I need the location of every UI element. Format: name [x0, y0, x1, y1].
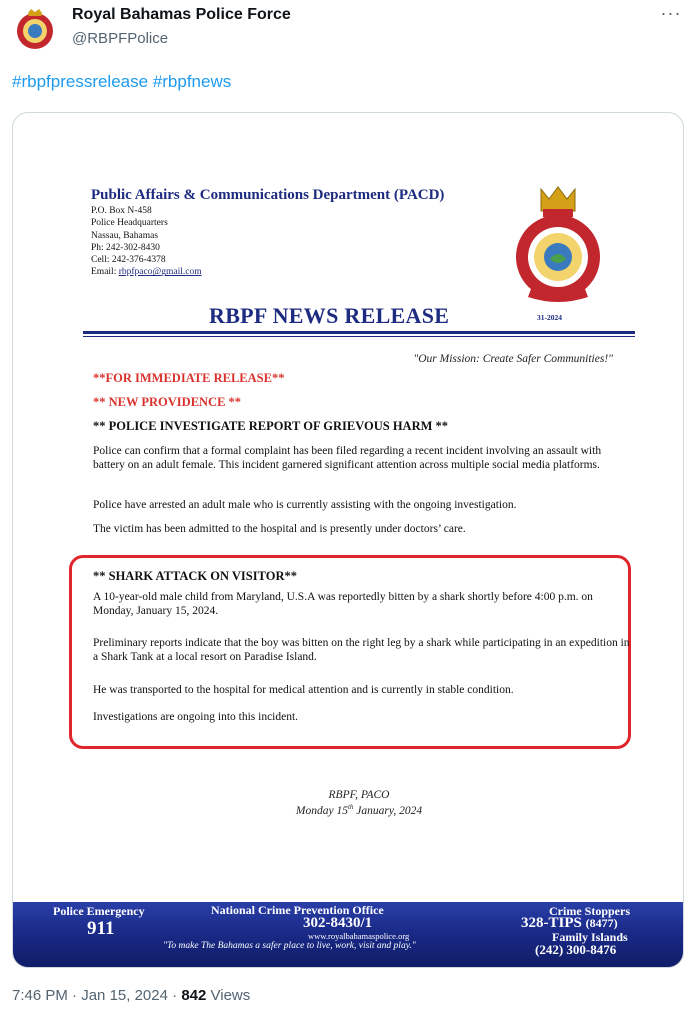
- avatar[interactable]: [12, 6, 58, 52]
- release-number: 31-2024: [537, 313, 562, 322]
- paragraph: Police have arrested an adult male who is currently assisting with the ongoing investigation.: [93, 499, 517, 511]
- divider: [83, 336, 635, 337]
- signature-org: RBPF, PACO: [328, 789, 390, 801]
- address-line: Cell: 242-376-4378: [91, 255, 166, 266]
- signature-date-suffix: January, 2024: [353, 804, 423, 817]
- department-title: Public Affairs & Communications Department (PACD): [91, 187, 445, 203]
- section-heading-shark-attack: ** SHARK ATTACK ON VISITOR**: [93, 569, 297, 583]
- meta-separator: ·: [172, 987, 178, 1004]
- address-line: P.O. Box N-458: [91, 206, 152, 216]
- paragraph: Investigations are ongoing into this incident.: [93, 711, 299, 723]
- hashtag-link[interactable]: #rbpfnews: [152, 72, 232, 91]
- paragraph: The victim has been admitted to the hospital and is presently under doctors’ care.: [93, 523, 466, 535]
- tweet-meta: [12, 987, 250, 1004]
- police-crest-icon: [12, 6, 58, 52]
- department-address: [91, 205, 202, 279]
- address-line: Nassau, Bahamas: [91, 230, 159, 241]
- email-line: [91, 266, 202, 278]
- mission-statement: "Our Mission: Create Safer Communities!": [413, 353, 613, 365]
- immediate-release-label: **FOR IMMEDIATE RELEASE**: [93, 371, 285, 385]
- views-label: Views: [210, 987, 251, 1004]
- address-line: Police Headquarters: [91, 218, 168, 229]
- more-options-button[interactable]: ···: [660, 3, 682, 23]
- location-label: ** NEW PROVIDENCE **: [93, 395, 242, 409]
- signature-date: [13, 803, 684, 817]
- tweet-date[interactable]: Jan 15, 2024: [81, 987, 168, 1004]
- paragraph: He was transported to the hospital for medical attention and is currently in stable condition.: [93, 684, 514, 696]
- family-islands-phone: (242) 300-8476: [535, 942, 617, 957]
- paragraph: Police can confirm that a formal complaint has been filed regarding a recent incident involving an assault with battery on an adult female. This incident garnered significant attention across multiple social media platforms.: [93, 445, 602, 471]
- release-title: RBPF NEWS RELEASE: [209, 303, 450, 328]
- meta-separator: ·: [72, 987, 78, 1004]
- press-release-document: [13, 113, 684, 968]
- section-heading-grievous-harm: ** POLICE INVESTIGATE REPORT OF GRIEVOUS HARM **: [93, 419, 449, 433]
- signature-date-prefix: Monday 15: [295, 804, 348, 817]
- slogan: "To make The Bahamas a safer place to live, work, visit and play.": [163, 941, 416, 951]
- account-handle[interactable]: @RBPFPolice: [72, 30, 169, 47]
- tweet-header: [0, 0, 700, 64]
- tweet-media-image[interactable]: [12, 112, 684, 968]
- email-link: rbpfpaco@gmail.com: [118, 267, 202, 278]
- website: www.royalbahamaspolice.org: [308, 931, 410, 941]
- paragraph: Preliminary reports indicate that the boy was bitten on the right leg by a shark while participating in an expedition in a Shark Tank at a local resort on Paradise Island.: [93, 637, 630, 663]
- paragraph: A 10-year-old male child from Maryland, U.S.A was reportedly bitten by a shark shortly before 4:00 p.m. on Monday, January 15, 2024.: [93, 591, 593, 617]
- emergency-label: Police Emergency: [53, 904, 145, 918]
- family-islands-label: Family Islands: [552, 930, 628, 944]
- tips-number-text: 328-TIPS: [521, 915, 582, 931]
- signature-date-sup: th: [347, 803, 354, 811]
- account-name[interactable]: Royal Bahamas Police Force: [72, 6, 291, 23]
- ncpo-phone: 302-8430/1: [303, 915, 373, 931]
- divider: [83, 331, 635, 334]
- tweet-time[interactable]: 7:46 PM: [12, 987, 68, 1004]
- tips-digits: (8477): [585, 916, 618, 930]
- views-count: 842: [181, 987, 207, 1004]
- ncpo-label: National Crime Prevention Office: [211, 903, 384, 917]
- contact-banner: [13, 902, 684, 968]
- address-line: Ph: 242-302-8430: [91, 242, 160, 253]
- hashtag-link[interactable]: #rbpfpressrelease: [12, 72, 149, 91]
- police-crest-icon: [503, 185, 613, 303]
- email-label: Email:: [91, 267, 117, 278]
- tweet-text: [12, 72, 231, 92]
- crime-stoppers-label: Crime Stoppers: [549, 904, 630, 918]
- emergency-number: 911: [87, 918, 115, 939]
